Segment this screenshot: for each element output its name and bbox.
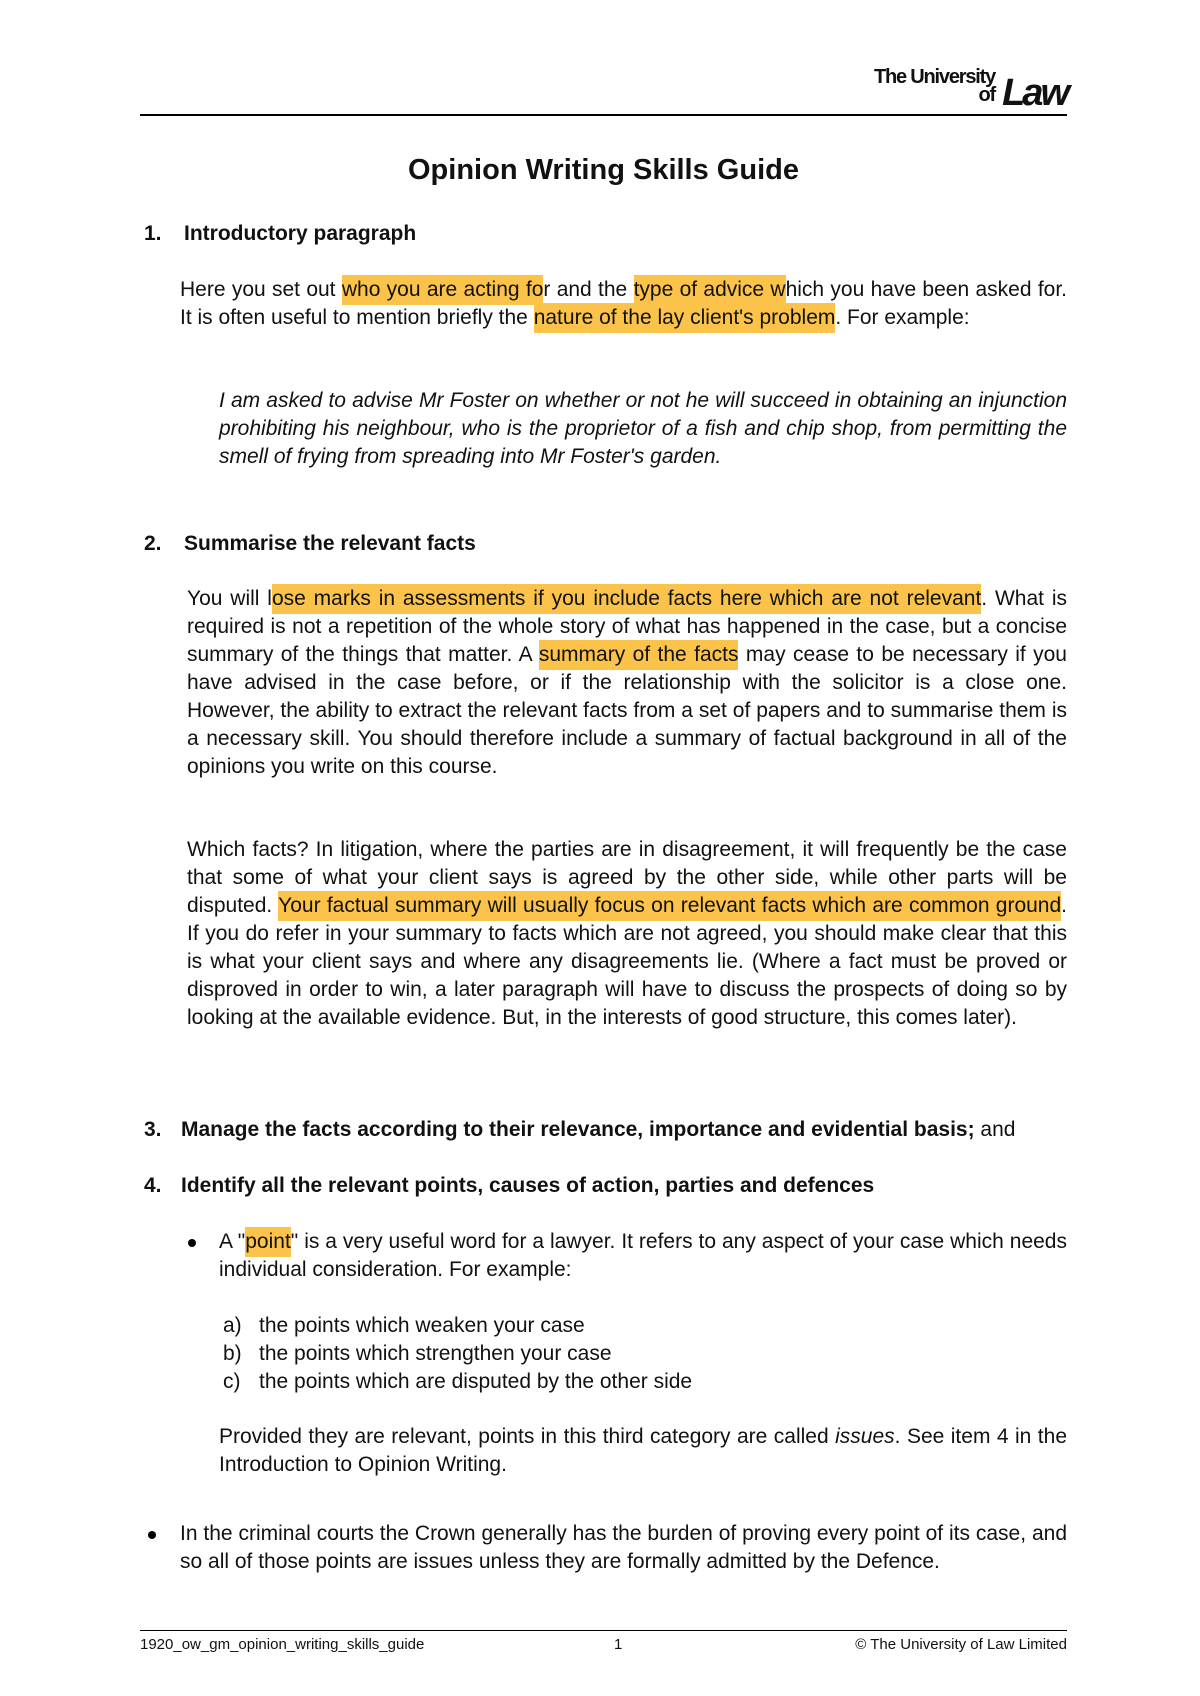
highlight: nature of the lay client's problem	[534, 303, 836, 333]
text-run: Which facts? In litigation, where the parties are in disagreement, it will frequently be the case that some of what your client says is agreed by the other side, while other parts will be disputed.	[187, 838, 1067, 917]
bullet-point-1	[219, 1228, 1067, 1284]
list-marker: a)	[223, 1314, 242, 1337]
issues-paragraph	[219, 1423, 1067, 1479]
section-3-title: Manage the facts according to their relevance, importance and evidential basis;	[181, 1118, 975, 1141]
section-4-number: 4.	[144, 1174, 162, 1197]
footer-page-number: 1	[614, 1636, 623, 1653]
list-item-text: the points which are disputed by the other side	[259, 1370, 693, 1393]
footer-document-id: 1920_ow_gm_opinion_writing_skills_guide	[140, 1636, 425, 1653]
text-run: Here you set out	[180, 278, 342, 301]
text-run: A "	[219, 1230, 246, 1253]
section-3-title-wrap	[181, 1116, 1067, 1144]
text-run: . What is required is not a repetition of the whole story of what has happened in the case, but a concise summary of the things that matter. A	[187, 587, 1068, 666]
page-title: Opinion Writing Skills Guide	[408, 154, 799, 186]
section-2-heading	[144, 530, 476, 558]
section-2-paragraph-1	[187, 585, 1067, 781]
emphasis: issues	[835, 1425, 895, 1448]
highlight: ose marks in assessments if you include facts here which are not relevant	[272, 584, 981, 614]
highlight: summary of the facts	[539, 640, 739, 670]
list-item	[223, 1368, 692, 1396]
list-marker: c)	[223, 1370, 241, 1393]
text-run: . If you do refer in your summary to facts which are not agreed, you should make clear that this is what your client says and where any disagreements lie. (Where a fact must be proved or disproved in order to win, a later paragraph will have to discuss the prospects of doing so by looking at the available evidence. But, in the interests of good structure, this comes later).	[187, 894, 1068, 1029]
highlight: Your factual summary will usually focus on relevant facts which are common ground	[278, 891, 1061, 921]
text-run: hich you have been asked for. It is often useful to mention briefly the	[180, 278, 1068, 329]
section-4-title: Identify all the relevant points, causes of action, parties and defences	[181, 1174, 875, 1197]
bullet-icon	[188, 1239, 196, 1247]
footer-rule	[140, 1630, 1067, 1631]
text-run: . For example:	[835, 306, 970, 329]
bullet-point-2: In the criminal courts the Crown generally has the burden of proving every point of its case, and so all of those points are issues unless they are formally admitted by the Defence.	[180, 1522, 1067, 1573]
header-rule	[140, 114, 1067, 116]
list-item	[223, 1312, 692, 1340]
text-run: r and the	[543, 278, 634, 301]
list-item-text: the points which strengthen your case	[259, 1342, 612, 1365]
section-1-paragraph	[180, 276, 1067, 332]
section-3-and: and	[974, 1118, 1016, 1141]
example-quote: I am asked to advise Mr Foster on whether or not he will succeed in obtaining an injunction prohibiting his neighbour, who is the proprietor of a fish and chip shop, from permitting the smell of frying from spreading into Mr Foster's garden.	[219, 389, 1067, 468]
text-run: You will l	[187, 587, 272, 610]
highlight: point	[245, 1227, 291, 1257]
bullet-icon	[148, 1531, 156, 1539]
section-1-title: Introductory paragraph	[184, 222, 417, 245]
highlight: who you are acting fo	[342, 275, 544, 305]
section-2-number: 2.	[144, 532, 162, 555]
section-2-paragraph-2	[187, 836, 1067, 1032]
list-item-text: the points which weaken your case	[259, 1314, 585, 1337]
text-run: . See item 4 in the Introduction to Opinion Writing.	[219, 1425, 1068, 1476]
footer-copyright: © The University of Law Limited	[855, 1636, 1067, 1653]
section-2-title: Summarise the relevant facts	[184, 532, 476, 555]
logo-line-3: Law	[1002, 72, 1067, 114]
highlight: type of advice w	[634, 275, 786, 305]
logo-line-2: of	[978, 84, 995, 106]
text-run: may cease to be necessary if you have advised in the case before, or if the relationship with the solicitor is a close one. However, the ability to extract the relevant facts from a set of papers and to summarise them is a necessary skill. You should therefore include a summary of factual background in all of the opinions you write on this course.	[187, 643, 1067, 778]
section-1-heading	[144, 220, 416, 248]
logo-line-1: The University	[873, 66, 995, 88]
section-3-heading	[144, 1116, 1067, 1144]
section-3-number: 3.	[144, 1118, 162, 1141]
points-list	[223, 1312, 692, 1396]
list-marker: b)	[223, 1342, 242, 1365]
section-4-heading	[144, 1172, 874, 1200]
university-logo	[857, 66, 1067, 114]
text-run: " is a very useful word for a lawyer. It refers to any aspect of your case which needs individual consideration. For example:	[219, 1230, 1067, 1281]
section-1-number: 1.	[144, 222, 162, 245]
text-run: Provided they are relevant, points in this third category are called	[219, 1425, 836, 1448]
list-item	[223, 1340, 692, 1368]
